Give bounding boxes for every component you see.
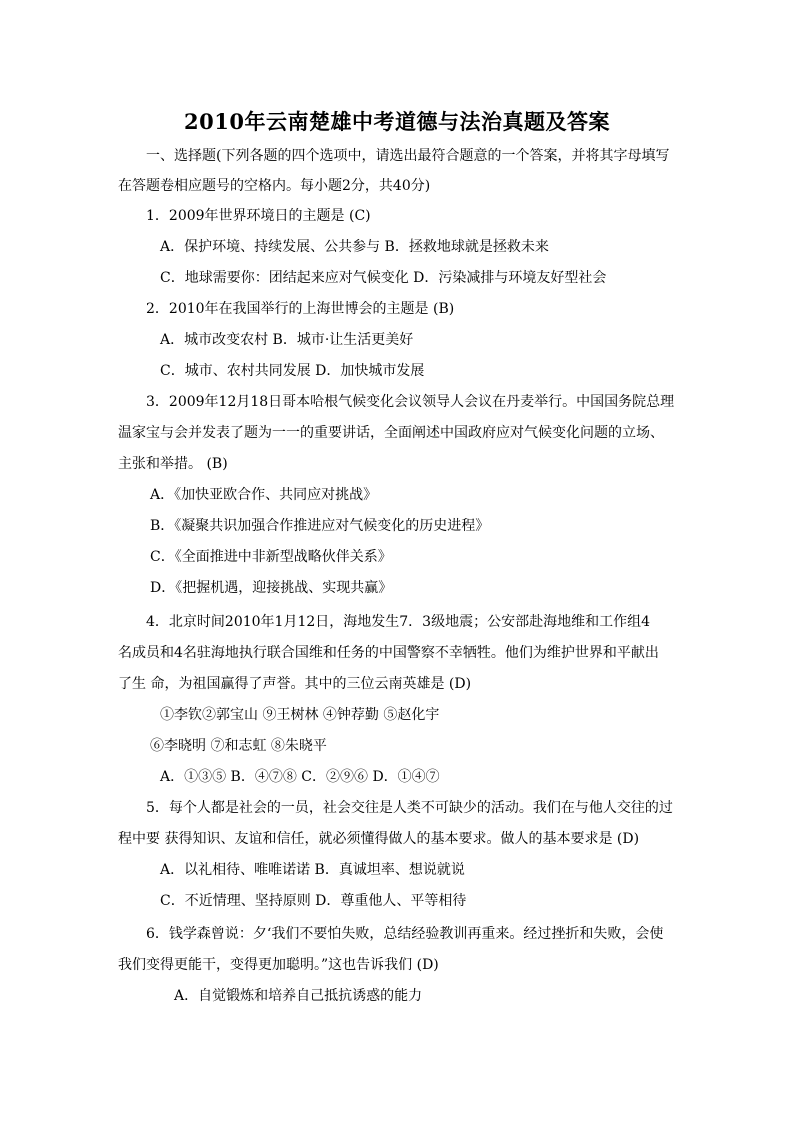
- choice-list: ①李钦②郭宝山 ⑨王树林 ④钟荐勤 ⑤赵化宇: [160, 707, 440, 723]
- option-line: C．城市、农村共同发展 D．加快城市发展: [160, 363, 425, 379]
- section-heading-cont: 在答题卷相应题号的空格内。每小题2分，共40分): [118, 178, 431, 194]
- question-3-cont: 主张和举措。 (B): [118, 456, 228, 472]
- option-line: A．自觉锻炼和培养自己抵抗诱惑的能力: [174, 988, 423, 1004]
- question-4-cont: 名成员和4名驻海地执行联合国维和任务的中国警察不幸牺牲。他们为维护世界和平献出: [118, 645, 659, 661]
- option-line: C．地球需要你：团结起来应对气候变化 D．污染减排与环境友好型社会: [160, 270, 607, 286]
- choice-list: ⑥李晓明 ⑦和志虹 ⑧朱晓平: [150, 738, 327, 754]
- option-line: C．不近情理、坚持原则 D．尊重他人、平等相待: [160, 893, 467, 909]
- question-5-cont: 程中要 获得知识、友谊和信任，就必须懂得做人的基本要求。做人的基本要求是 (D): [118, 831, 640, 847]
- option-line: A．城市改变农村 B．城市·让生活更美好: [160, 332, 414, 348]
- section-heading: 一、选择题(下列各题的四个选项中，请选出最符合题意的一个答案，并将其字母填写: [146, 148, 670, 164]
- question-6-cont: 我们变得更能干，变得更加聪明。”这也告诉我们 (D): [118, 957, 439, 973]
- option-line: C．《全面推进中非新型战略伙伴关系》: [150, 549, 392, 565]
- question-3-cont: 温家宝与会并发表了题为一一的重要讲话，全面阐述中国政府应对气候变化问题的立场、: [118, 425, 664, 441]
- page-title: 2010年云南楚雄中考道德与法治真题及答案: [184, 109, 610, 134]
- question-4-cont: 了生 命，为祖国赢得了声誉。其中的三位云南英雄是 (D): [118, 676, 472, 692]
- question-4: 4．北京时间2010年1月12日，海地发生7．3级地震；公安部赴海地维和工作组4: [146, 614, 650, 630]
- option-line: A．《加快亚欧合作、共同应对挑战》: [150, 487, 378, 503]
- question-2: 2．2010年在我国举行的上海世博会的主题是 (B): [146, 301, 455, 317]
- option-line: A．保护环境、持续发展、公共参与 B．拯救地球就是拯救未来: [160, 239, 549, 255]
- question-6: 6．钱学森曾说：夕‘我们不要怕失败，总结经验教训再重来。经过挫折和失败，会使: [146, 926, 664, 942]
- question-1: 1．2009年世界环境日的主题是 (C): [146, 208, 371, 224]
- question-5: 5．每个人都是社会的一员，社会交往是人类不可缺少的活动。我们在与他人交往的过: [146, 800, 673, 816]
- option-line: A．①③⑤ B．④⑦⑧ C．②⑨⑥ D．①④⑦: [160, 769, 440, 785]
- option-line: A．以礼相待、唯唯诺诺 B．真诚坦率、想说就说: [160, 862, 465, 878]
- question-3: 3．2009年12月18日哥本哈根气候变化会议领导人会议在丹麦举行。中国国务院总理: [146, 394, 675, 410]
- option-line: D．《把握机遇，迎接挑战、实现共赢》: [150, 580, 393, 596]
- option-line: B．《凝聚共识加强合作推进应对气候变化的历史进程》: [150, 518, 490, 534]
